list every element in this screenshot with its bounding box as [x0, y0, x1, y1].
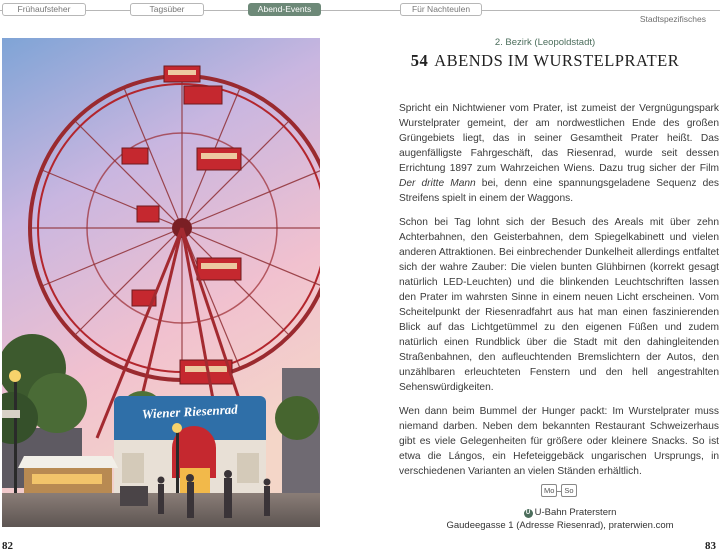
page-number-right: 83: [705, 540, 716, 552]
section-tag: Stadtspezifisches: [639, 14, 706, 24]
paragraph-text: Spricht ein Nichtwiener vom Prater, ist zumeist der Vergnügungspark Wurstelprater gemeint, der am nordwestlichen Ende des großen Grüngebiets liegt, das in seiner Gesamtheit Prater heißt. Das augenfälligste Fahrgeschäft, das Riesenrad, wurde seit dessen Errichtung 1897 zum Wahrzeichen Wiens. Dazu trug sicher der Film: [399, 103, 719, 174]
paragraph-text: Wen dann beim Bummel der Hunger packt: Im Wurstelprater muss niemand darben. Neben dem bekannten Restaurant Schweizerhaus gibt es viele Gelegenheiten für größere oder kleinere Snacks. So ist etwa die Lángos, ein Hefeteiggebäck ungarischen Ursprungs, in verschiedenen Varianten an vielen Ständen erhältlich.: [399, 406, 719, 477]
article-title-text: ABENDS IM WURSTELPRATER: [434, 51, 680, 70]
day-to: So: [561, 484, 576, 497]
paragraph-text: Schon bei Tag lohnt sich der Besuch des Areals mit über zehn Achterbahnen, den Geisterbahnen, dem Spiegelkabinett und vielen anderen Attraktionen. Bei einbrechender Dunkelheit allerdings entfaltet sich der wahre Zauber: Die vielen bunten Glühbirnen (korrekt gesagt natürlich LED-Leuchten) und die blinkenden Leuchtschriften lassen den Prater im wahrsten Sinne in einem neuen Licht erscheinen. Vom Scheitelpunkt der Riesenradfahrt aus hat man einen faszinierenden Blick auf das Lichtgetümmel zu den eigenen Füßen und zudem natürlich einen Rundblick über die Stadt mit den dahingleitenden Straßenbahnen, den aufleuchtenden Bremslichtern der Autos, den unzählbaren erleuchteten Fenstern und den hell angestrahlten Sehenswürdigkeiten.: [399, 217, 719, 393]
tab-fruehaufsteher[interactable]: Frühaufsteher: [2, 3, 86, 16]
transit-info: [440, 507, 700, 518]
paragraph: [399, 404, 719, 479]
opening-days: [541, 484, 577, 498]
chapter-nav: [0, 2, 720, 16]
paragraph: [399, 101, 719, 206]
transit-text: U-Bahn Praterstern: [534, 507, 617, 518]
paragraph: [399, 215, 719, 395]
address: Gaudeegasse 1 (Adresse Riesenrad), praterwien.com: [446, 520, 674, 531]
article-number: 54: [410, 51, 429, 70]
film-title: Der dritte Mann: [399, 178, 476, 189]
tab-tagsueber[interactable]: Tagsüber: [130, 3, 204, 16]
district-label: 2. Bezirk (Leopoldstadt): [494, 37, 596, 48]
ubahn-icon: U: [524, 509, 533, 518]
day-from: Mo: [541, 484, 557, 497]
tab-fuer-nachteulen[interactable]: Für Nachteulen: [400, 3, 482, 16]
ferris-wheel-illustration: [2, 38, 320, 527]
kiosk: [18, 456, 118, 493]
nav-line: [0, 10, 720, 11]
tab-abend-events[interactable]: Abend-Events: [248, 3, 321, 16]
page-number-left: 82: [2, 540, 13, 552]
article-title: [380, 51, 710, 71]
paragraph-text: bei, denn eine spannungsgeladene Sequenz des Streifens spielt in einem der Waggons.: [399, 178, 719, 204]
riesenrad-photo: [2, 38, 320, 527]
riesenrad-sign: Wiener Riesenrad: [141, 401, 239, 422]
article-body: [399, 101, 719, 488]
